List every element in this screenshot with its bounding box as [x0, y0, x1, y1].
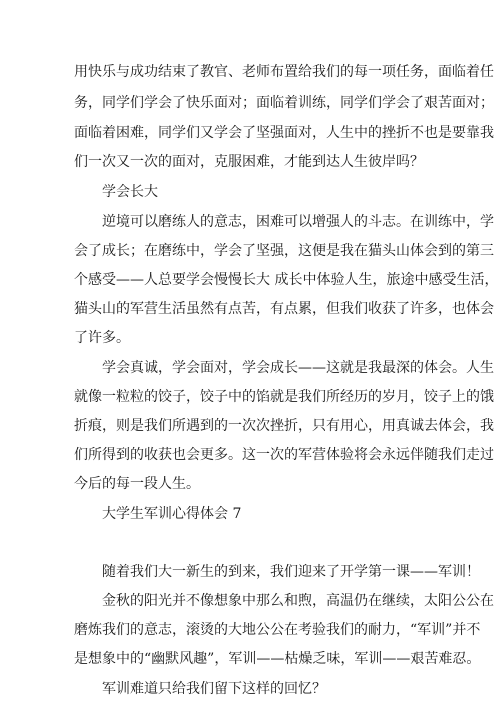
text-line: 了许多。: [74, 330, 130, 346]
section-heading: 学会长大: [102, 184, 158, 200]
text-line: 会了成长；在磨练中，学会了坚强，这便是我在猫头山体会到的第三: [74, 243, 494, 259]
text-line: 们所得到的收获也会更多。这一次的军营体验将会永远伴随我们走过: [74, 447, 494, 463]
text-line: 务，同学们学会了快乐面对；面临着训练，同学们学会了艰苦面对；: [74, 95, 494, 111]
text-line: 猫头山的军营生活虽然有点苦，有点累，但我们收获了许多，也体会: [74, 301, 494, 317]
text-line: 今后的每一段人生。: [74, 476, 200, 492]
text-line: 磨炼我们的意志，滚烫的大地公公在考验我们的耐力，“军训”并不: [74, 622, 481, 638]
text-line: 学会真诚，学会面对，学会成长——这就是我最深的体会。人生: [102, 360, 494, 376]
text-line: 是想象中的“幽默风趣”，军训——枯燥乏味，军训——艰苦难忍。: [74, 651, 481, 667]
text-line: 面临着困难，同学们又学会了坚强面对，人生中的挫折不也是要靠我: [74, 125, 494, 141]
section-heading: 大学生军训心得体会 7: [102, 506, 242, 522]
text-line: 军训难道只给我们留下这样的回忆？: [102, 681, 326, 697]
text-line: 金秋的阳光并不像想象中那么和煦，高温仍在继续，太阳公公在: [102, 593, 494, 609]
text-line: 逆境可以磨练人的意志，困难可以增强人的斗志。在训练中，学: [102, 214, 494, 230]
text-line: 就像一粒粒的饺子，饺子中的馅就是我们所经历的岁月，饺子上的饿: [74, 389, 494, 405]
text-line: 个感受——人总要学会慢慢长大 成长中体验人生，旅途中感受生活，: [74, 272, 499, 288]
text-line: 折痕，则是我们所遇到的一次次挫折，只有用心，用真诚去体会，我: [74, 418, 494, 434]
text-line: 们一次又一次的面对，克服困难，才能到达人生彼岸吗？: [74, 154, 424, 170]
text-line: 用快乐与成功结束了教官、老师布置给我们的每一项任务，面临着任: [74, 64, 494, 80]
text-line: 随着我们大一新生的到来，我们迎来了开学第一课——军训！: [102, 564, 480, 580]
